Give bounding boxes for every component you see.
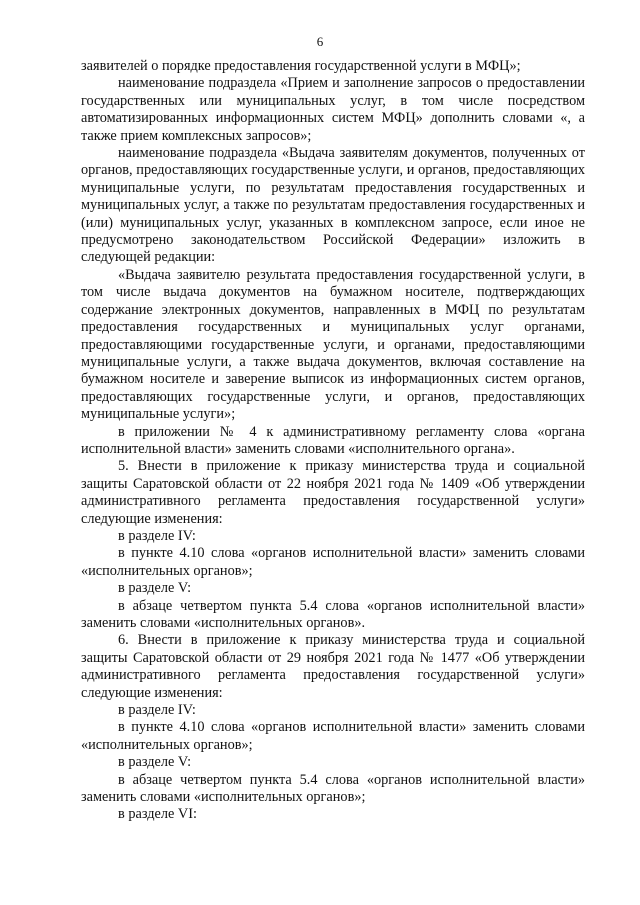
paragraph: в разделе VI: — [118, 806, 197, 823]
paragraph: заявителей о порядке предоставления государственной услуги в МФЦ»; — [81, 58, 521, 74]
paragraph: в абзаце четвертом пункта 5.4 слова «органов исполнительной власти» заменить словами «исполнительных органов»; — [81, 771, 585, 806]
paragraph: «Выдача заявителю результата предоставления государственной услуги, в том числе выдача документов на бумажном носителе, подтверждающих содержание электронных документов, направленных в МФЦ по результатам предоставления государственных и муниципальных услуг органами, предоставляющими государственные услуги, и органами, предоставляющими муниципальные услуги, а также выдача документов, включая составление на бумажном носителе и заверение выписок из информационных систем органов, предоставляющих государственные услуги, и органов, предоставляющих муниципальные услуги»; — [81, 266, 585, 423]
paragraph: 5. Внести в приложение к приказу министерства труда и социальной защиты Саратовской области от 22 ноября 2021 года № 1409 «Об утверждении административного регламента предоставления государственной услуги» следующие изменения: — [81, 458, 585, 527]
document-body — [81, 58, 585, 824]
paragraph: в разделе IV: — [118, 702, 196, 719]
paragraph: в абзаце четвертом пункта 5.4 слова «органов исполнительной власти» заменить словами «исполнительных органов». — [81, 597, 585, 631]
page-number: 6 — [316, 34, 324, 49]
paragraph: наименование подраздела «Прием и заполнение запросов о предоставлении государственных или муниципальных услуг, в том числе посредством автоматизированных информационных систем МФЦ» дополнить словами «, а также прием комплексных запросов»; — [81, 75, 585, 144]
paragraph: в приложении № 4 к административному регламенту слова «органа исполнительной власти» заменить словами «исполнительного органа». — [81, 423, 585, 457]
paragraph: в разделе IV: — [118, 527, 196, 544]
paragraph: в разделе V: — [118, 754, 192, 771]
paragraph: 6. Внести в приложение к приказу министерства труда и социальной защиты Саратовской области от 29 ноября 2021 года № 1477 «Об утверждении административного регламента предоставления государственной услуги» следующие изменения: — [81, 632, 585, 701]
paragraph: наименование подраздела «Выдача заявителям документов, полученных от органов, предоставляющих государственные услуги, и органов, предоставляющих муниципальные услуги, по результатам предоставления государственных и муниципальных услуг, а также по результатам предоставления государственных и (или) муниципальных услуг, указанных в комплексном запросе, если иное не предусмотрено законодательством Российской Федерации» изложить в следующей редакции: — [81, 145, 585, 266]
paragraph: в пункте 4.10 слова «органов исполнительной власти» заменить словами «исполнительных органов»; — [81, 719, 585, 753]
paragraph: в пункте 4.10 слова «органов исполнительной власти» заменить словами «исполнительных органов»; — [81, 545, 585, 579]
paragraph: в разделе V: — [118, 580, 192, 597]
